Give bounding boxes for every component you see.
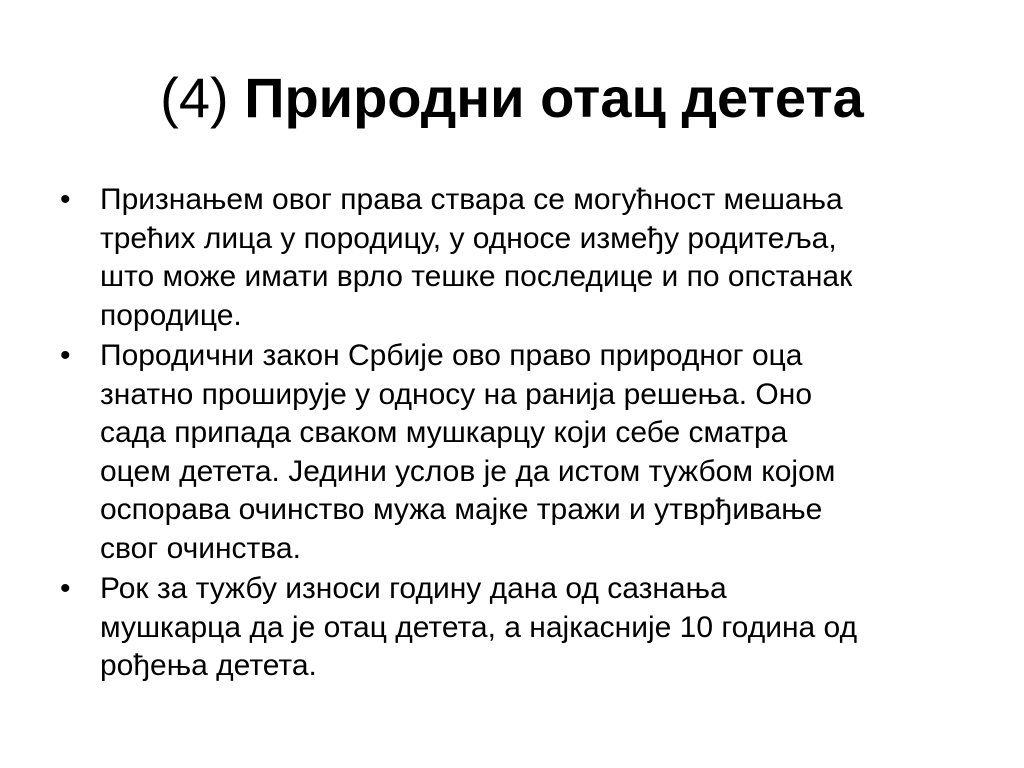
bullet-line: свог очинства. bbox=[100, 531, 301, 565]
bullet-line: оспорава очинство мужа мајке тражи и утврђивање bbox=[100, 493, 823, 526]
bullet-list bbox=[60, 181, 980, 688]
bullet-line: мушкарца да је отац детета, а најкасније 10 година од bbox=[100, 610, 858, 644]
bullet-line: рођења детета. bbox=[100, 649, 317, 682]
bullet-line: породице. bbox=[100, 298, 242, 332]
bullet-item bbox=[60, 570, 980, 686]
title-number: (4) bbox=[160, 66, 229, 129]
slide-title bbox=[0, 64, 1024, 132]
bullet-line: Признањем овог права ствара се могућност мешања bbox=[100, 183, 843, 216]
title-text: Природни отац детета bbox=[244, 66, 864, 129]
bullet-line: Рок за тужбу износи годину дана од сазнања bbox=[100, 572, 727, 605]
bullet-line: сада припада сваком мушкарцу који себе сматра bbox=[100, 416, 788, 449]
bullet-line: што може имати врло тешке последице и по опстанак bbox=[100, 260, 853, 293]
bullet-line: оцем детета. Једини услов је да истом тужбом којом bbox=[100, 454, 836, 488]
bullet-line: знатно проширује у односу на ранија решења. Оно bbox=[100, 377, 813, 411]
bullet-icon: • bbox=[60, 183, 71, 216]
bullet-icon: • bbox=[60, 339, 71, 372]
bullet-item bbox=[60, 337, 980, 568]
bullet-line: Породични закон Србије ово право природног оца bbox=[100, 339, 803, 372]
bullet-line: трећих лица у породицу, у односе између родитеља, bbox=[100, 221, 837, 255]
bullet-icon: • bbox=[60, 572, 71, 605]
bullet-item bbox=[60, 181, 980, 335]
